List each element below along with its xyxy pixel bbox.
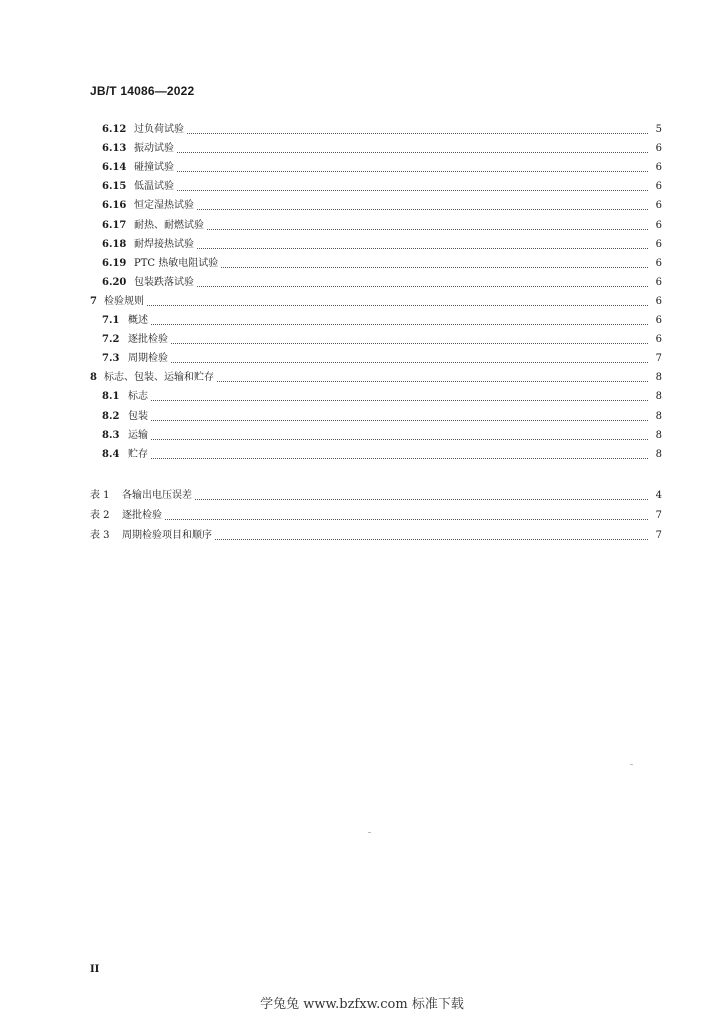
entry-page-number: 6 [655, 295, 662, 307]
entry-title: 碰撞试验 [134, 160, 176, 176]
entry-number: 表 1 [90, 490, 110, 501]
entry-number: 7.2 [102, 334, 120, 346]
toc-entry[interactable] [0, 179, 724, 195]
entry-title: 检验规则 [104, 294, 146, 310]
dot-leader [104, 305, 648, 306]
entry-page-number: 8 [655, 448, 662, 460]
toc-entry[interactable] [0, 198, 724, 214]
entry-title: 周期检验 [128, 351, 170, 367]
document-number-header: JB/T 14086—2022 [90, 84, 195, 98]
entry-page-number: 8 [655, 410, 662, 422]
entry-number: 6.18 [102, 238, 127, 250]
entry-number: 6.13 [102, 143, 127, 155]
entry-number: 6.16 [102, 200, 127, 212]
entry-title: 耐焊接热试验 [134, 237, 196, 253]
entry-page-number: 6 [655, 334, 662, 346]
dot-leader [122, 499, 648, 500]
entry-page-number: 7 [655, 353, 662, 365]
dot-leader [134, 286, 648, 287]
dot-leader [128, 439, 648, 440]
entry-title: 包装 [128, 409, 150, 425]
entry-page-number: 6 [655, 181, 662, 193]
toc-entry[interactable] [0, 256, 724, 272]
toc-entry[interactable] [0, 351, 724, 367]
dot-leader [134, 152, 648, 153]
entry-title: 贮存 [128, 447, 150, 463]
entry-page-number: 6 [655, 219, 662, 231]
entry-page-number: 4 [655, 490, 662, 501]
dot-leader [134, 248, 648, 249]
toc-entry[interactable] [0, 218, 724, 234]
entry-title: 恒定湿热试验 [134, 198, 196, 214]
entry-number: 6.17 [102, 219, 127, 231]
scan-speck [368, 832, 371, 833]
entry-page-number: 5 [655, 124, 662, 135]
entry-number: 6.20 [102, 276, 127, 288]
entry-title: 耐热、耐燃试验 [134, 218, 206, 234]
table-list-entry[interactable] [0, 528, 724, 544]
entry-page-number: 6 [655, 315, 662, 326]
toc-entry[interactable] [0, 237, 724, 253]
toc-entry[interactable] [0, 447, 724, 463]
entry-number: 6.12 [102, 124, 127, 135]
entry-page-number: 7 [655, 530, 662, 541]
dot-leader [122, 519, 648, 520]
dot-leader [128, 420, 648, 421]
entry-page-number: 6 [655, 276, 662, 288]
entry-page-number: 8 [655, 372, 662, 384]
entry-title: 标志、包装、运输和贮存 [104, 370, 216, 386]
dot-leader [134, 190, 648, 191]
table-list-entry[interactable] [0, 488, 724, 504]
toc-entry[interactable] [0, 313, 724, 329]
toc-entry[interactable] [0, 409, 724, 425]
entry-number: 8.3 [102, 429, 120, 441]
dot-leader [134, 171, 648, 172]
entry-title: 标志 [128, 389, 150, 405]
scan-speck [630, 764, 633, 765]
entry-title: 低温试验 [134, 179, 176, 195]
entry-title: 运输 [128, 428, 150, 444]
toc-entry[interactable] [0, 141, 724, 157]
entry-title: 过负荷试验 [134, 122, 186, 138]
entry-title: 各输出电压误差 [122, 488, 194, 504]
toc-entry[interactable] [0, 160, 724, 176]
entry-page-number: 6 [655, 238, 662, 250]
entry-number: 7.1 [102, 315, 120, 326]
entry-page-number: 8 [655, 429, 662, 441]
entry-number: 6.14 [102, 162, 127, 174]
dot-leader [128, 343, 648, 344]
entry-number: 表 3 [90, 530, 110, 541]
toc-entry[interactable] [0, 428, 724, 444]
entry-title: 包装跌落试验 [134, 275, 196, 291]
dot-leader [134, 133, 648, 134]
entry-number: 7 [90, 295, 97, 307]
dot-leader [128, 400, 648, 401]
entry-page-number: 6 [655, 143, 662, 155]
entry-number: 8.4 [102, 448, 120, 460]
dot-leader [134, 209, 648, 210]
dot-leader [128, 458, 648, 459]
dot-leader [134, 229, 648, 230]
entry-number: 6.15 [102, 181, 127, 193]
entry-number: 8.2 [102, 410, 120, 422]
dot-leader [128, 362, 648, 363]
toc-entry[interactable] [0, 389, 724, 405]
entry-title: 周期检验项目和顺序 [122, 528, 214, 544]
entry-page-number: 6 [655, 257, 662, 269]
toc-entry[interactable] [0, 122, 724, 138]
entry-title: 概述 [128, 313, 150, 329]
toc-entry[interactable] [0, 294, 724, 310]
entry-title: 振动试验 [134, 141, 176, 157]
dot-leader [128, 324, 648, 325]
table-list-entry[interactable] [0, 508, 724, 524]
entry-number: 表 2 [90, 510, 110, 521]
entry-number: 7.3 [102, 353, 120, 365]
entry-title: 逐批检验 [122, 508, 164, 524]
toc-entry[interactable] [0, 370, 724, 386]
entry-page-number: 7 [655, 510, 662, 521]
page-number-roman: II [90, 964, 100, 975]
toc-entry[interactable] [0, 275, 724, 291]
site-watermark: 学兔兔 www.bzfxw.com 标准下载 [260, 997, 464, 1012]
entry-number: 8 [90, 372, 97, 384]
toc-entry[interactable] [0, 332, 724, 348]
entry-title: 逐批检验 [128, 332, 170, 348]
entry-number: 8.1 [102, 391, 120, 403]
entry-page-number: 6 [655, 200, 662, 212]
entry-number: 6.19 [102, 257, 127, 269]
entry-page-number: 6 [655, 162, 662, 174]
entry-title: PTC 热敏电阻试验 [134, 256, 220, 272]
entry-page-number: 8 [655, 391, 662, 403]
